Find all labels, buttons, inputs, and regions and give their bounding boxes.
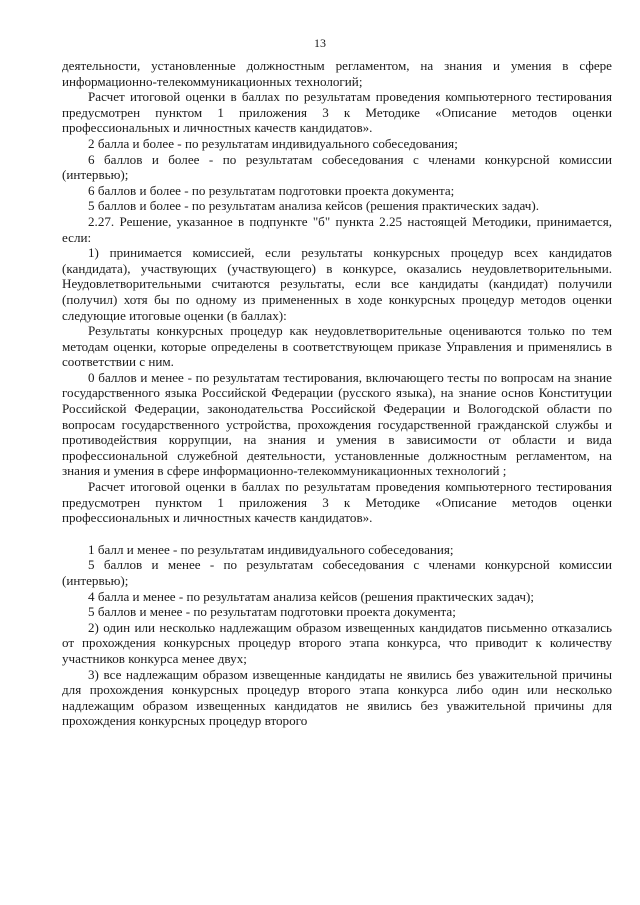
paragraph: 5 баллов и более - по результатам анализа кейсов (решения практических задач).	[88, 198, 539, 214]
paragraph: 5 баллов и менее - по результатам подготовки проекта документа;	[88, 604, 456, 620]
paragraph: 6 баллов и более - по результатам собеседования с членами конкурсной комиссии (интервью);	[62, 151, 612, 183]
paragraph: Расчет итоговой оценки в баллах по результатам проведения компьютерного тестирования предусмотрен пунктом 1 приложения 3 к Методике «Описание методов оценки профессиональных и личностных качеств кандидатов».	[62, 89, 612, 136]
paragraph: 1) принимается комиссией, если результаты конкурсных процедур всех кандидатов (кандидата), участвующих (участвующего) в конкурсе, оказались неудовлетворительными. Неудовлетворительными считаются результаты, если все кандидаты (кандидат) получили (получил) хотя бы по одному из примененных в ходе конкурсных процедур методов оценки следующие итоговые оценки (в баллах):	[62, 245, 612, 323]
paragraph: деятельности, установленные должностным регламентом, на знания и умения в сфере информационно-телекоммуникационных технологий;	[62, 58, 612, 89]
paragraph: Расчет итоговой оценки в баллах по результатам проведения компьютерного тестирования предусмотрен пунктом 1 приложения 3 к Методике «Описание методов оценки профессиональных и личностных качеств кандидатов».	[62, 479, 612, 526]
paragraph: 6 баллов и более - по результатам подготовки проекта документа;	[88, 182, 455, 198]
paragraph: 1 балл и менее - по результатам индивидуального собеседования;	[88, 541, 454, 557]
document-body	[62, 58, 612, 729]
paragraph: 2.27. Решение, указанное в подпункте "б" пункта 2.25 настоящей Методики, принимается, если:	[62, 213, 612, 245]
paragraph: 5 баллов и менее - по результатам собеседования с членами конкурсной комиссии (интервью);	[62, 557, 612, 588]
paragraph: 3) все надлежащим образом извещенные кандидаты не явились без уважительной причины для прохождения конкурсных процедур второго этапа конкурса либо один или несколько надлежащим образом извещенных кандидатов не явились без уважительной причины для прохождения конкурсных процедур второго	[62, 666, 612, 729]
paragraph: 4 балла и менее - по результатам анализа кейсов (решения практических задач);	[88, 588, 534, 604]
page-number: 13	[314, 36, 326, 50]
paragraph: Результаты конкурсных процедур как неудовлетворительные оцениваются только по тем методам оценки, которые определены в соответствующем приказе Управления и применялись в соответствии с ним.	[62, 323, 612, 370]
paragraph: 2) один или несколько надлежащим образом извещенных кандидатов письменно отказались от прохождения конкурсных процедур второго этапа конкурса, что приводит к количеству участников конкурса менее двух;	[62, 619, 612, 666]
paragraph: 2 балла и более - по результатам индивидуального собеседования;	[88, 135, 458, 151]
paragraph: 0 баллов и менее - по результатам тестирования, включающего тесты по вопросам на знание государственного языка Российской Федерации (русского языка), на знание основ Конституции Российской Федерации, законодательства Российской Федерации и Вологодской области по вопросам государственного устройства, прохождения государственной гражданской службы и противодействия коррупции, на знания и умения в зависимости от области и вида профессиональной служебной деятельности, установленные должностным регламентом, на знания и умения в сфере информационно-телекоммуникационных технологий ;	[62, 369, 612, 479]
